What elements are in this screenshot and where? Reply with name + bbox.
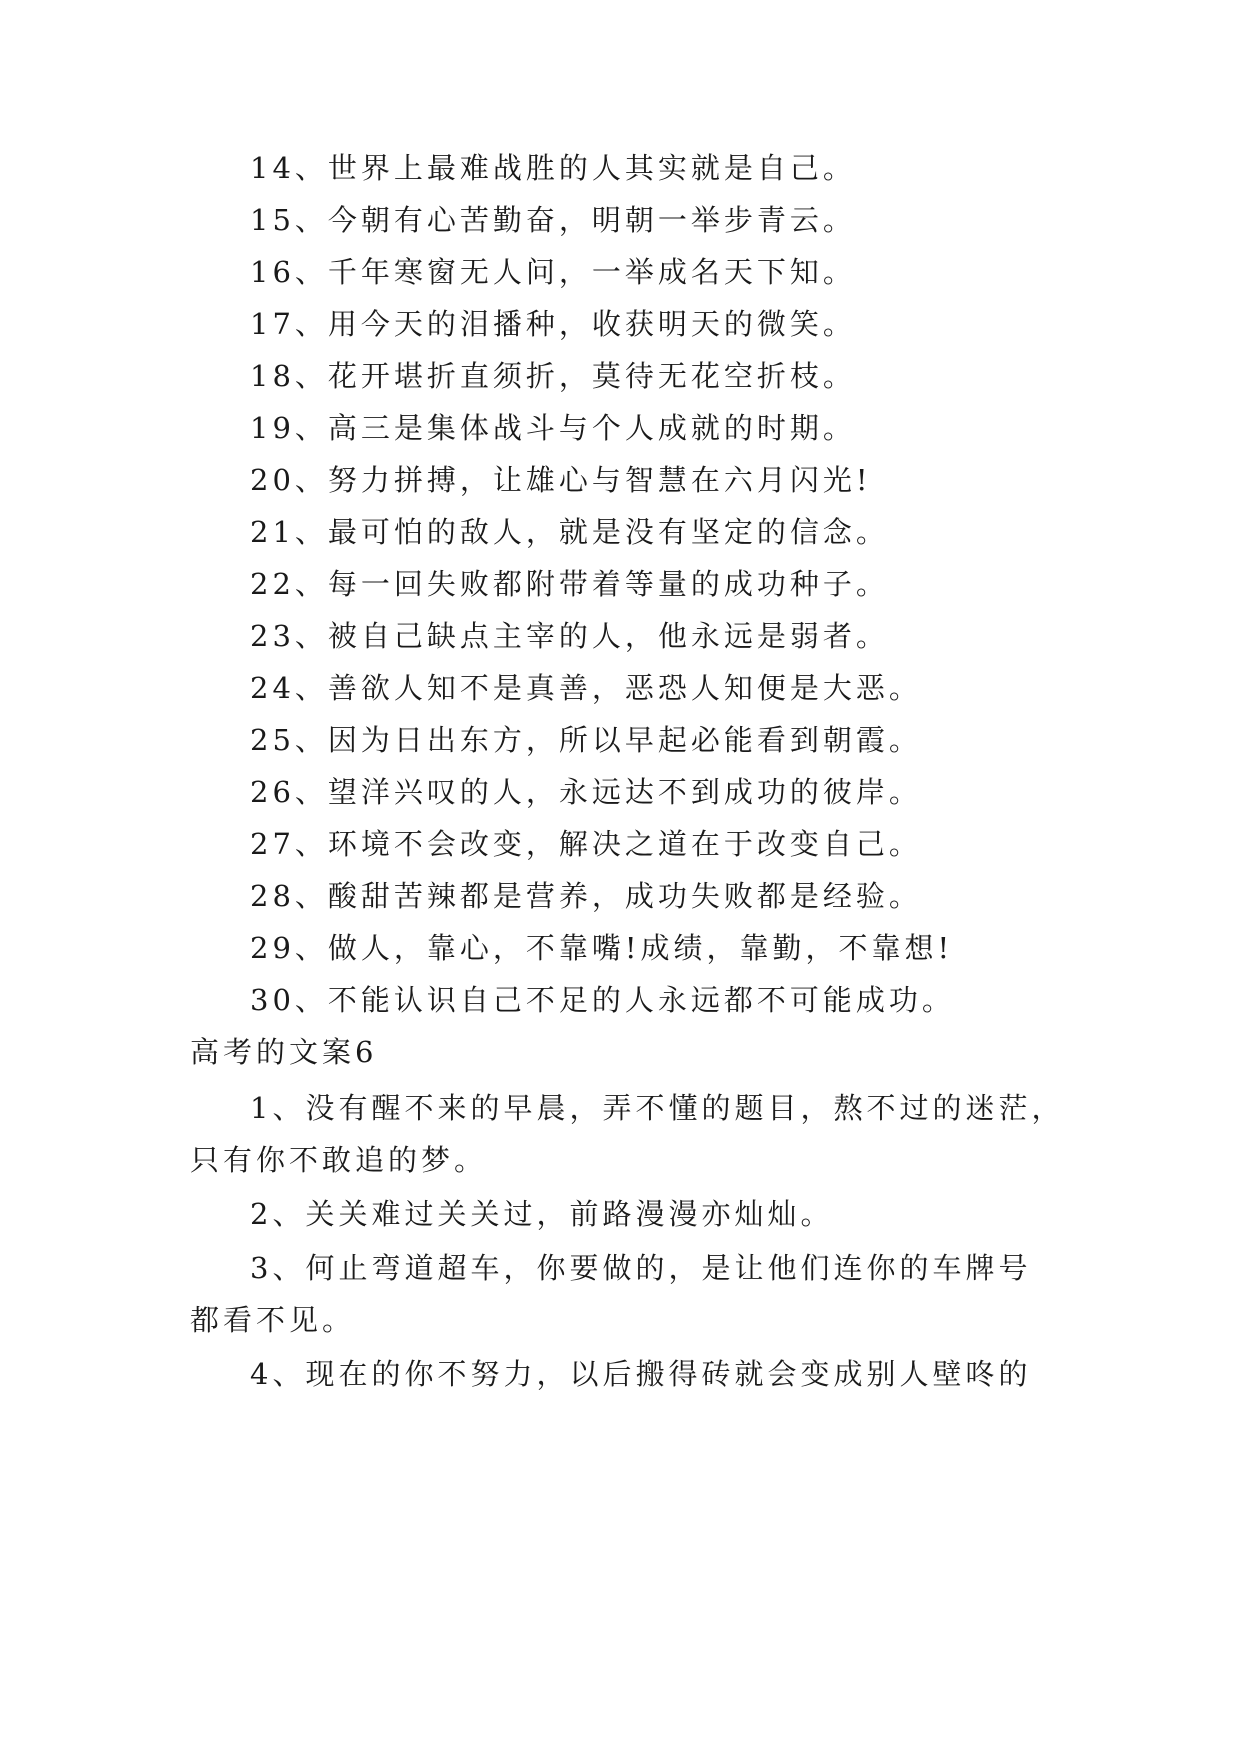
section-title: 高考的文案6 [190,1035,378,1069]
list-item: 27、环境不会改变，解决之道在于改变自己。 [250,827,922,861]
list-item: 1、没有醒不来的早晨，弄不懂的题目，熬不过的迷茫， [250,1091,1065,1125]
list-item: 22、每一回失败都附带着等量的成功种子。 [250,567,889,601]
list-item: 3、何止弯道超车，你要做的，是让他们连你的车牌号 [250,1251,1032,1285]
list-item: 4、现在的你不努力，以后搬得砖就会变成别人壁咚的 [250,1357,1032,1391]
list-item: 15、今朝有心苦勤奋，明朝一举步青云。 [250,203,856,237]
list-item: 24、善欲人知不是真善，恶恐人知便是大恶。 [250,671,922,705]
list-item: 20、努力拼搏，让雄心与智慧在六月闪光! [250,463,872,497]
list-item: 17、用今天的泪播种，收获明天的微笑。 [250,307,856,341]
list-item: 30、不能认识自己不足的人永远都不可能成功。 [250,983,955,1017]
list-item: 18、花开堪折直须折，莫待无花空折枝。 [250,359,856,393]
list-item: 16、千年寒窗无人问，一举成名天下知。 [250,255,856,289]
list-item: 23、被自己缺点主宰的人，他永远是弱者。 [250,619,889,653]
list-item: 28、酸甜苦辣都是营养，成功失败都是经验。 [250,879,922,913]
list-item-continuation: 都看不见。 [190,1303,356,1337]
list-item: 19、高三是集体战斗与个人成就的时期。 [250,411,856,445]
list-item-continuation: 只有你不敢追的梦。 [190,1143,488,1177]
list-item: 26、望洋兴叹的人，永远达不到成功的彼岸。 [250,775,922,809]
list-item: 2、关关难过关关过，前路漫漫亦灿灿。 [250,1197,834,1231]
list-item: 21、最可怕的敌人，就是没有坚定的信念。 [250,515,889,549]
list-item: 25、因为日出东方，所以早起必能看到朝霞。 [250,723,922,757]
list-item: 29、做人，靠心，不靠嘴!成绩，靠勤，不靠想! [250,931,954,965]
list-item: 14、世界上最难战胜的人其实就是自己。 [250,151,856,185]
